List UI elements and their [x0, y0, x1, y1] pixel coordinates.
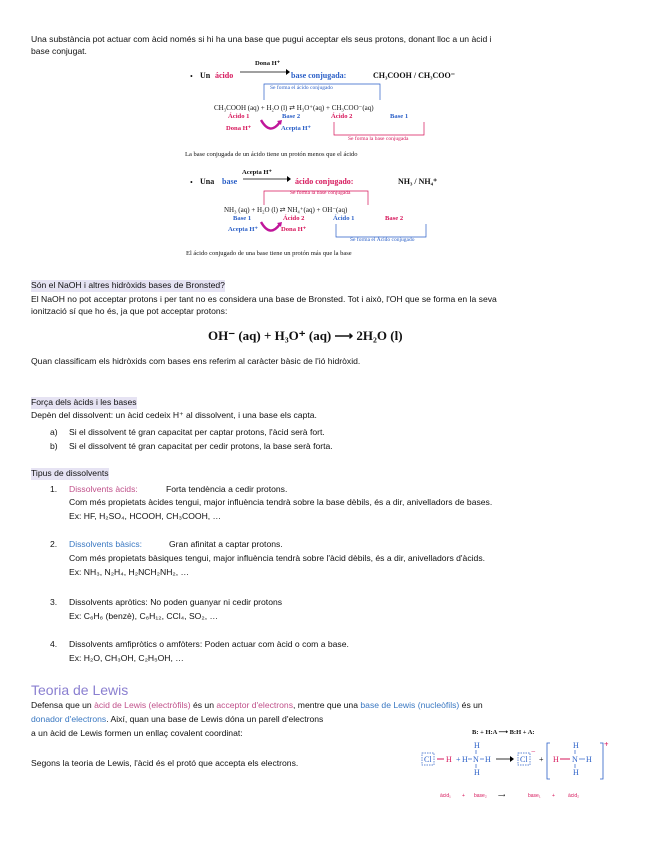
fig1-bullet: •	[190, 72, 193, 81]
lewis-paragraph-1: Defensa que un àcid de Lewis (electròfils) és un acceptor d'electrons, mentre que una base de Lewis (nucleòfils) és un	[31, 700, 483, 710]
fig1-dona: Dona H⁺	[226, 125, 252, 132]
fig1-base-conjugada: base conjugada:	[291, 71, 347, 80]
fig1-label-3: Ácido 2	[331, 113, 353, 120]
fig1-acepta: Acepta H⁺	[281, 125, 312, 132]
lewis-reaction-top: B: + H:A ⟶ B:H + A:	[472, 729, 535, 736]
tipus-ex-3: Ex: C₆H₆ (benzè), C₆H₁₂, CCl₄, SO₂, …	[69, 611, 219, 621]
fig1-arrow-label: Dona H⁺	[255, 60, 281, 67]
tipus-ex-4: Ex: H₂O, CH₃OH, C₂H₅OH, …	[69, 653, 184, 663]
lewis-n: N	[473, 755, 479, 764]
lewis-h4-left: H	[553, 755, 559, 764]
lewis-plus-left: +	[456, 755, 461, 764]
fig1-example: CH₃COOH / CH₃COO⁻	[373, 71, 455, 80]
lewis-label-plus2: +	[552, 793, 555, 799]
tipus-title-4: Dissolvents amfipròtics o amfòters: Poden actuar com àcid o com a base.	[69, 639, 349, 649]
tipus-title-1: Dissolvents àcids:	[69, 484, 138, 494]
fig2-arrow-label: Acepta H⁺	[242, 169, 273, 176]
naoh-equation: OH⁻ (aq) + H₃O⁺ (aq) ⟶ 2H₂O (l)	[208, 328, 403, 343]
tipus-title-2: Dissolvents bàsics:	[69, 539, 143, 549]
fig1-note-forma: Se forma el ácido conjugado	[270, 85, 333, 91]
fig2-caption: El ácido conjugado de una base tiene un protón más que la base	[186, 250, 352, 257]
tipus-num-3: 3.	[50, 597, 58, 607]
fig1-label-1: Ácido 1	[228, 113, 250, 120]
lewis-heading: Teoria de Lewis	[31, 682, 129, 698]
lewis-paragraph-3: a un àcid de Lewis formen un enllaç covalent coordinat:	[31, 728, 243, 738]
lewis-h-n-left: H	[462, 755, 468, 764]
forca-item-b: Si el dissolvent té gran capacitat per cedir protons, la base serà forta.	[69, 441, 333, 451]
lewis-charge-plus: +	[604, 740, 609, 749]
fig2-dona: Dona H⁺	[281, 226, 307, 233]
forca-item-a: Si el dissolvent té gran capacitat per captar protons, l'àcid serà fort.	[69, 427, 325, 437]
tipus-desc-2: Gran afinitat a captar protons.	[169, 539, 283, 549]
intro-line-1: Una substància pot actuar com àcid només si hi ha una base que pugui acceptar els seus protons, donant lloc a un àcid i	[31, 34, 492, 44]
fig2-equation: NH₃ (aq) + H₂O (l) ⇄ NH₄⁺(aq) + OH⁻(aq)	[224, 206, 348, 214]
forca-item-marker-b: b)	[50, 441, 58, 451]
lewis-h4-bottom: H	[573, 768, 579, 777]
lewis-label-acid2: àcid₂	[568, 793, 580, 799]
naoh-line-1: El NaOH no pot acceptar protons i per tant no es considera una base de Bronsted. Tot i això, l'OH que se forma en la seva	[31, 294, 497, 304]
fig2-arrow-icon	[243, 175, 291, 183]
fig2-label-3: Ácido 1	[333, 215, 355, 222]
tipus-num-4: 4.	[50, 639, 58, 649]
tipus-num-2: 2.	[50, 539, 58, 549]
tipus-line2-1: Com més propietats àcides tengui, major influència tendrà sobre la base dèbils, és a dir, anivelladors de bases.	[69, 497, 493, 507]
fig2-label-4: Base 2	[385, 215, 404, 222]
lewis-paragraph-2: donador d'electrons. Així, quan una base de Lewis dóna un parell d'electrons	[31, 714, 324, 724]
intro-line-2: base conjugat.	[31, 46, 87, 56]
fig1-note-base: Se forma la base conjugada	[348, 136, 409, 142]
tipus-desc-1: Forta tendència a cedir protons.	[166, 484, 288, 494]
fig1-equation: CH₃COOH (aq) + H₂O (l) ⇄ H₃O⁺(aq) + CH₃COO⁻(aq)	[214, 104, 374, 112]
fig1-word-acido: ácido	[215, 71, 234, 80]
lewis-n4: N	[572, 755, 578, 764]
lewis-h-top: H	[474, 741, 480, 750]
lewis-label-base2: base₂	[474, 793, 487, 799]
fig2-note-forma: Se forma la base conjugada	[290, 190, 351, 196]
forca-heading: Força dels àcids i les bases	[31, 397, 137, 407]
tipus-ex-1: Ex: HF, H₂SO₄, HCOOH, CH₃COOH, …	[69, 511, 222, 521]
lewis-label-acid1: àcid₁	[440, 793, 451, 799]
fig2-label-2: Ácido 2	[283, 215, 305, 222]
fig2-word-una: Una	[200, 177, 215, 186]
fig1-arrow-icon	[240, 68, 290, 76]
lewis-h4-right: H	[586, 755, 592, 764]
naoh-conclusion: Quan classificam els hidròxids com bases ens referim al caràcter bàsic de l'ió hidròxid.	[31, 356, 361, 366]
fig1-caption: La base conjugada de un ácido tiene un protón menos que el ácido	[185, 151, 358, 158]
fig2-note-acido: Se forma el Ácido conjugado	[350, 237, 415, 243]
fig1-word-un: Un	[200, 71, 211, 80]
forca-item-marker-a: a)	[50, 427, 58, 437]
fig2-acepta: Acepta H⁺	[228, 226, 259, 233]
tipus-heading: Tipus de dissolvents	[31, 468, 109, 478]
tipus-title-3: Dissolvents apròtics: No poden guanyar ni cedir protons	[69, 597, 283, 607]
fig2-acido-conjugado: ácido conjugado:	[295, 177, 354, 186]
lewis-h-left: H	[446, 755, 452, 764]
lewis-h4-top: H	[573, 741, 579, 750]
lewis-label-base1: base₁	[528, 793, 541, 799]
tipus-line2-2: Com més propietats bàsiques tengui, major influència tendrà sobre l'àcid dèbils, és a dir, anivelladors d'àcids.	[69, 553, 486, 563]
fig2-word-base: base	[222, 177, 238, 186]
fig1-blue-bracket	[262, 82, 382, 102]
lewis-label-arrow: ⟶	[498, 793, 506, 799]
fig1-label-2: Base 2	[282, 113, 301, 120]
fig2-example: NH₃ / NH₄⁺	[398, 177, 438, 186]
lewis-h-n-right: H	[485, 755, 491, 764]
fig2-bullet: •	[190, 178, 193, 187]
forca-intro: Depèn del dissolvent: un àcid cedeix H⁺ al dissolvent, i una base els capta.	[31, 410, 317, 420]
lewis-h-bottom: H	[474, 768, 480, 777]
lewis-cl-left: Cl	[424, 755, 432, 764]
lewis-paragraph-4: Segons la teoria de Lewis, l'àcid és el protó que accepta els electrons.	[31, 758, 299, 768]
fig1-label-4: Base 1	[390, 113, 409, 120]
lewis-cl-right: Cl	[520, 755, 528, 764]
lewis-plus-right: +	[539, 755, 544, 764]
naoh-line-2: ionització sí que ho és, ja que pot acceptar protons:	[31, 306, 228, 316]
tipus-ex-2: Ex: NH₃, N₂H₄, H₂NCH₂NH₂, …	[69, 567, 190, 577]
fig2-label-1: Base 1	[233, 215, 252, 222]
lewis-reaction-diagram	[418, 737, 618, 802]
naoh-heading: Són el NaOH i altres hidròxids bases de Bronsted?	[31, 280, 225, 290]
tipus-num-1: 1.	[50, 484, 58, 494]
lewis-label-plus1: +	[462, 793, 465, 799]
lewis-minus: −	[531, 747, 536, 756]
